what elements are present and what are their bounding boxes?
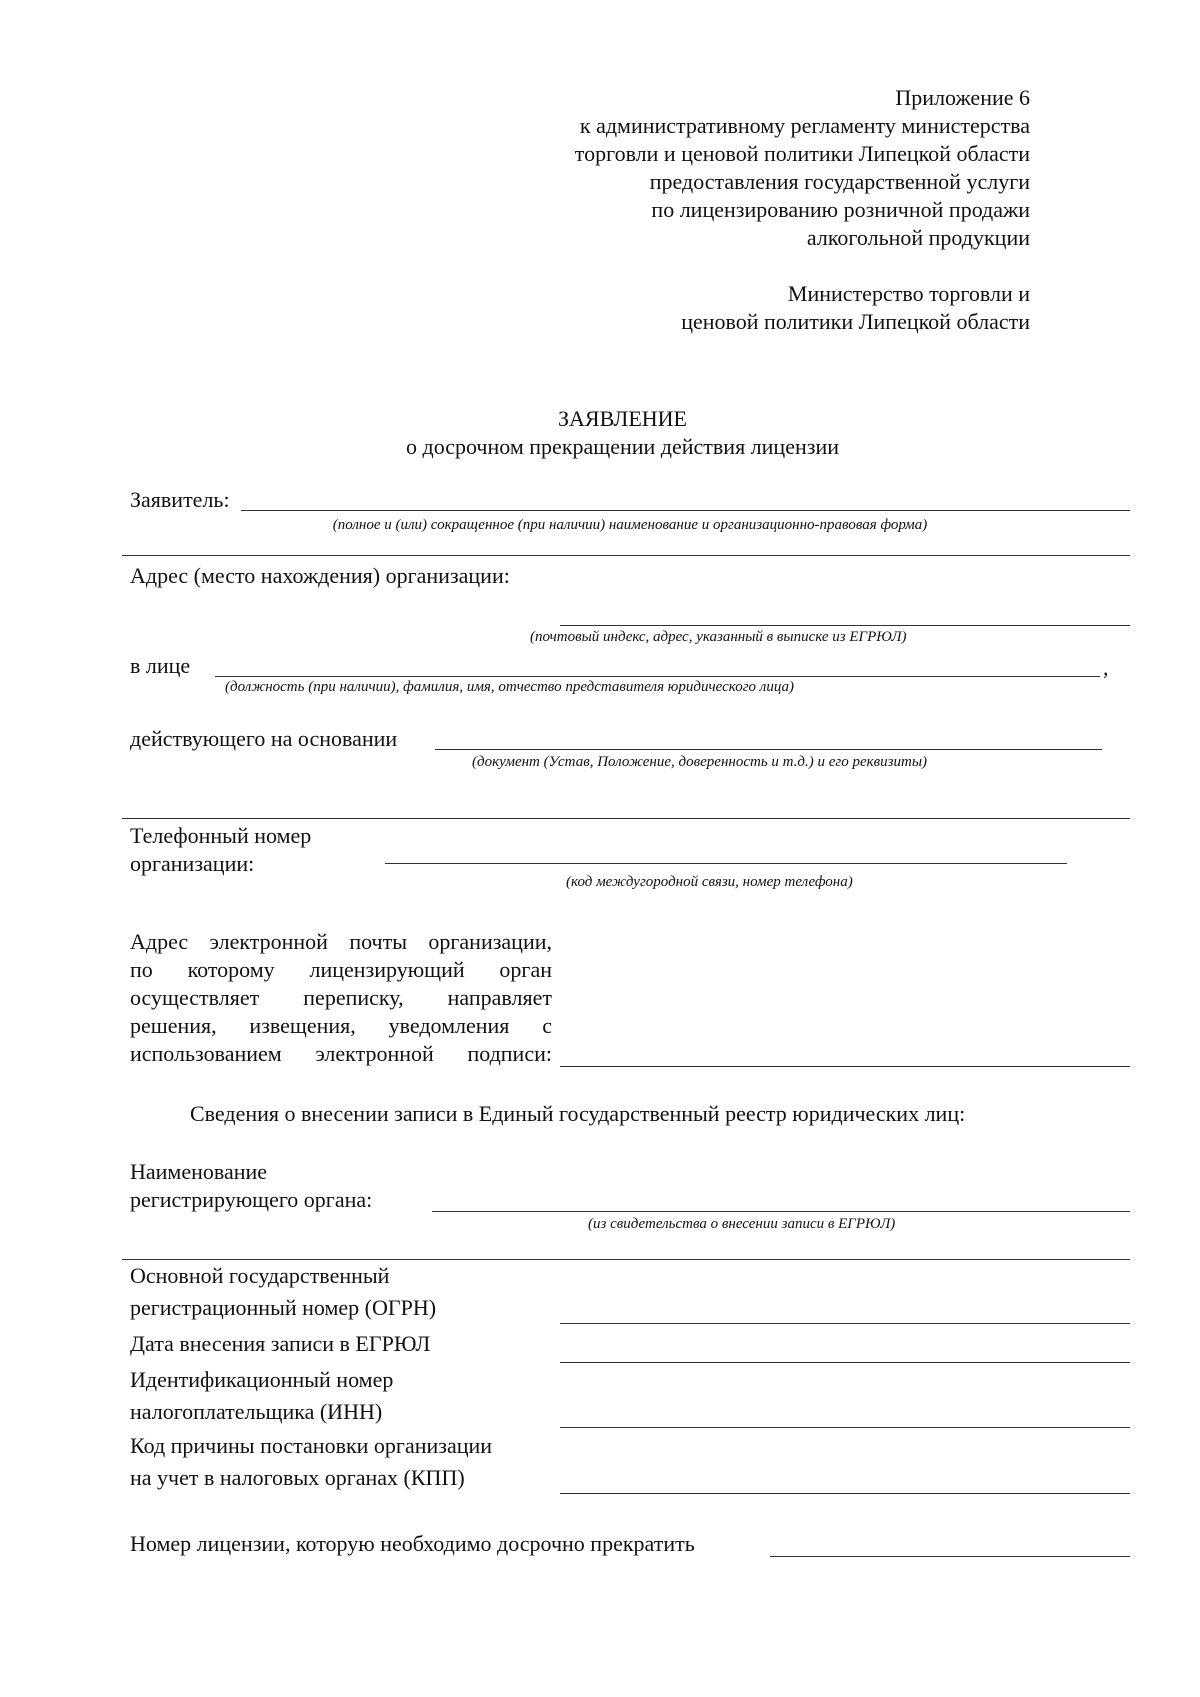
applicant-hint: (полное и (или) сокращенное (при наличии) наименование и организационно-правовая форма) [332, 517, 928, 533]
section-divider [122, 1259, 1130, 1260]
egrul-heading: Сведения о внесении записи в Единый государственный реестр юридических лиц: [190, 1101, 966, 1126]
inn-field[interactable] [560, 1427, 1130, 1428]
reg-org-label-1: Наименование [130, 1159, 268, 1184]
kpp-label-1: Код причины постановки организации [130, 1433, 493, 1458]
addressee-line: Министерство торговли и [787, 281, 1030, 306]
basis-hint: (документ (Устав, Положение, доверенность и т.д.) и его реквизиты) [472, 754, 928, 770]
date-label: Дата внесения записи в ЕГРЮЛ [130, 1331, 431, 1356]
ogrn-label-2: регистрационный номер (ОГРН) [130, 1295, 437, 1320]
email-field[interactable] [560, 1066, 1130, 1067]
appendix-block [575, 84, 1030, 252]
email-label-line: Адрес электронной почты организации, [130, 929, 552, 954]
inn-label-2: налогоплательщика (ИНН) [130, 1399, 383, 1424]
email-label-line: по которому лицензирующий орган [130, 957, 552, 982]
person-hint: (должность (при наличии), фамилия, имя, отчество представителя юридического лица) [225, 679, 795, 695]
date-field[interactable] [560, 1362, 1130, 1363]
email-label-line: использованием электронной подписи: [130, 1041, 552, 1066]
license-label: Номер лицензии, которую необходимо досрочно прекратить [130, 1531, 695, 1556]
address-label: Адрес (место нахождения) организации: [130, 563, 510, 588]
phone-field[interactable] [385, 863, 1067, 864]
appendix-line: алкогольной продукции [806, 225, 1030, 250]
document-title: ЗАЯВЛЕНИЕ [558, 406, 687, 431]
person-label: в лице [130, 653, 191, 678]
appendix-line: торговли и ценовой политики Липецкой области [574, 141, 1030, 166]
person-field[interactable] [215, 676, 1100, 677]
document-subtitle: о досрочном прекращении действия лицензии [406, 434, 839, 459]
kpp-field[interactable] [560, 1493, 1130, 1494]
appendix-line: Приложение 6 [895, 85, 1030, 110]
license-field[interactable] [770, 1556, 1130, 1557]
phone-label-2: организации: [130, 851, 255, 876]
addressee-line: ценовой политики Липецкой области [681, 309, 1030, 334]
reg-org-field[interactable] [432, 1211, 1130, 1212]
inn-label-1: Идентификационный номер [130, 1367, 394, 1392]
reg-org-hint: (из свидетельства о внесении записи в ЕГРЮЛ) [588, 1216, 896, 1232]
basis-label: действующего на основании [130, 726, 398, 751]
kpp-label-2: на учет в налоговых органах (КПП) [130, 1465, 465, 1490]
email-label-line: решения, извещения, уведомления с [130, 1013, 552, 1038]
email-label-block [130, 928, 552, 1068]
person-comma: , [1103, 655, 1109, 680]
email-label-line: осуществляет переписку, направляет [130, 985, 552, 1010]
address-hint: (почтовый индекс, адрес, указанный в выписке из ЕГРЮЛ) [530, 629, 907, 645]
phone-label-1: Телефонный номер [130, 823, 312, 848]
appendix-line: к административному регламенту министерства [579, 113, 1030, 138]
basis-field[interactable] [435, 749, 1102, 750]
applicant-label: Заявитель: [130, 487, 230, 512]
ogrn-field[interactable] [560, 1323, 1130, 1324]
reg-org-label-2: регистрирующего органа: [130, 1187, 373, 1212]
address-field[interactable] [560, 625, 1130, 626]
section-divider [122, 818, 1130, 819]
addressee-block [681, 280, 1030, 336]
phone-hint: (код междугородной связи, номер телефона) [566, 874, 853, 890]
appendix-line: по лицензированию розничной продажи [651, 197, 1030, 222]
appendix-line: предоставления государственной услуги [649, 169, 1030, 194]
ogrn-label-1: Основной государственный [130, 1263, 390, 1288]
applicant-field-2[interactable] [122, 555, 1130, 556]
applicant-field[interactable] [241, 510, 1130, 511]
